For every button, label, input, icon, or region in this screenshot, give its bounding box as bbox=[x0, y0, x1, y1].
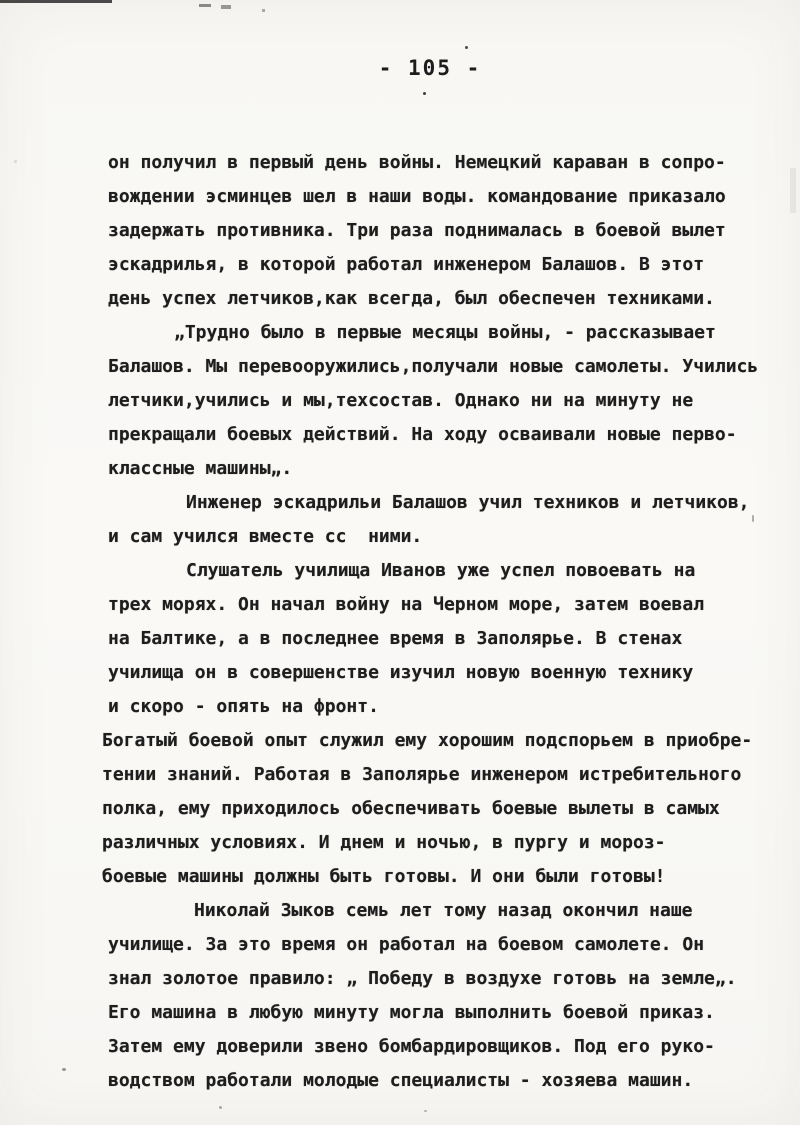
text-line: боевые машины должны быть готовы. И они были готовы! bbox=[102, 866, 666, 887]
text-line: тении знаний. Работая в Заполярье инженером истребительного bbox=[102, 764, 742, 785]
text-line: училища он в совершенстве изучил новую военную технику bbox=[108, 662, 694, 683]
scan-speck bbox=[424, 1110, 427, 1112]
document-text bbox=[102, 146, 776, 1098]
text-line: и сам учился вместе сс ними. bbox=[108, 526, 423, 547]
scan-speck bbox=[62, 1068, 66, 1071]
text-line: Балашов. Мы перевооружились,получали новые самолеты. Учились bbox=[108, 356, 759, 377]
text-line: полка, ему приходилось обеспечивать боевые вылеты в самых bbox=[102, 798, 720, 819]
text-line: на Балтике, а в последнее время в Заполярье. В стенах bbox=[108, 628, 683, 649]
text-line: задержать противника. Три раза поднималась в боевой вылет bbox=[108, 220, 726, 241]
scan-speck bbox=[423, 92, 426, 95]
paragraph bbox=[108, 894, 776, 1098]
text-line: „Трудно было в первые месяцы войны, - рассказывает bbox=[174, 322, 716, 343]
scan-speck bbox=[790, 168, 796, 213]
text-line: прекращали боевых действий. На ходу осваивали новые перво- bbox=[108, 424, 737, 445]
paragraph bbox=[108, 146, 776, 316]
scan-speck bbox=[199, 4, 211, 7]
paragraph bbox=[108, 316, 776, 486]
text-line: Богатый боевой опыт служил ему хорошим подспорьем в приобре- bbox=[102, 730, 753, 751]
text-line: день успех летчиков,как всегда, был обеспечен техниками. bbox=[108, 288, 715, 309]
scan-speck bbox=[465, 46, 468, 49]
text-line: эскадрилья, в которой работал инженером Балашов. В этот bbox=[108, 254, 705, 275]
paragraph bbox=[108, 554, 776, 724]
scan-edge-artifact bbox=[0, 0, 112, 3]
text-line: Инженер эскадрильи Балашов учил техников и летчиков, bbox=[186, 492, 750, 513]
scan-speck bbox=[219, 1106, 222, 1109]
text-line: вождении эсминцев шел в наши воды. командование приказало bbox=[108, 186, 726, 207]
text-line: водством работали молодые специалисты - хозяева машин. bbox=[108, 1070, 694, 1091]
text-line: классные машины„. bbox=[108, 458, 293, 479]
text-line: и скоро - опять на фронт. bbox=[108, 696, 379, 717]
page-number: - 105 - bbox=[378, 56, 482, 80]
text-line: Николай Зыков семь лет тому назад окончил наше bbox=[194, 900, 693, 921]
paragraph bbox=[108, 486, 776, 554]
text-line: различных условиях. И днем и ночью, в пургу и мороз- bbox=[102, 832, 666, 853]
scan-speck bbox=[14, 160, 17, 163]
text-line: он получил в первый день войны. Немецкий караван в сопро- bbox=[108, 152, 726, 173]
scan-speck bbox=[262, 9, 265, 12]
text-line: знал золотое правило: „ Победу в воздухе готовь на земле„. bbox=[108, 968, 737, 989]
scan-speck bbox=[221, 5, 231, 9]
text-line: Затем ему доверили звено бомбардировщиков. Под его руко- bbox=[108, 1036, 715, 1057]
text-line: летчики,учились и мы,техсостав. Однако ни на минуту не bbox=[108, 390, 694, 411]
text-line: трех морях. Он начал войну на Черном море, затем воевал bbox=[108, 594, 705, 615]
paragraph bbox=[102, 724, 776, 894]
text-line: Его машина в любую минуту могла выполнить боевой приказ. bbox=[108, 1002, 715, 1023]
text-line: Слушатель училища Иванов уже успел повоевать на bbox=[186, 560, 696, 581]
text-line: училище. За это время он работал на боевом самолете. Он bbox=[108, 934, 705, 955]
